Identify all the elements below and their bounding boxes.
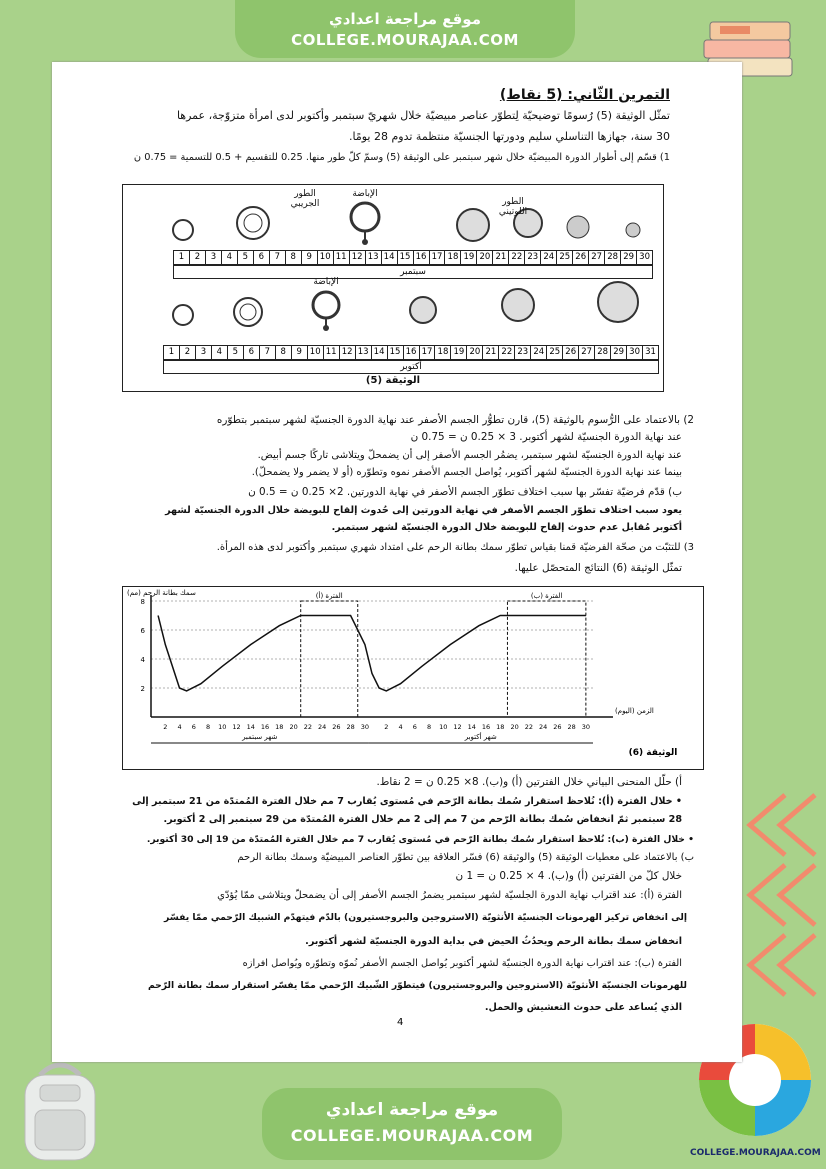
september-day-cell: 13 xyxy=(365,251,381,264)
september-day-cell: 16 xyxy=(413,251,429,264)
october-day-cell: 15 xyxy=(387,346,403,359)
thickness-curve xyxy=(158,616,586,691)
september-days-row xyxy=(173,250,653,265)
september-day-cell: 1 xyxy=(178,252,185,262)
endometrium-thickness-chart xyxy=(123,587,703,769)
chevrons-decoration xyxy=(735,790,820,1020)
q2-line1: 2) بالاعتماد على الرُّسوم بالوثيقة (5)، قارن تطوُّر الجسم الأصفر عند نهاية الدورة الجنسيّة لشهر سبتمبر بتطوّره xyxy=(216,414,694,426)
x-tick-label: 22 xyxy=(524,723,533,731)
logo-url: COLLEGE.MOURAJAA.COM xyxy=(690,1148,821,1158)
september-day-cell: 6 xyxy=(253,251,269,264)
label-luteal-phase: الطور اللوتيني xyxy=(498,197,528,217)
x-tick-label: 18 xyxy=(496,723,505,731)
october-day-cell: 12 xyxy=(339,346,355,359)
october-day-cell: 4 xyxy=(211,346,227,359)
y-tick-label: 4 xyxy=(140,656,145,664)
document-6-caption: الوثيقة (6) xyxy=(628,748,678,758)
september-day-cell: 21 xyxy=(492,251,508,264)
ovarian-follicles-sep-icons xyxy=(123,185,663,255)
october-day-cell: 16 xyxy=(403,346,419,359)
september-day-cell: 23 xyxy=(524,251,540,264)
september-day-cell: 10 xyxy=(317,251,333,264)
september-day-cell: 26 xyxy=(572,251,588,264)
september-day-cell: 18 xyxy=(444,251,460,264)
x-tick-label: 22 xyxy=(303,723,312,731)
site-url-bottom[interactable]: COLLEGE.MOURAJAA.COM xyxy=(290,1126,534,1145)
october-day-cell: 28 xyxy=(594,346,610,359)
q2-line6: يعود سبب اختلاف تطوّر الجسم الأصفر في نهاية الدورتين إلى حُدوث إلقاح للبويضة خلال الدورة الجنسيّة لشهر xyxy=(165,505,682,516)
september-day-cell: 15 xyxy=(397,251,413,264)
october-day-cell: 10 xyxy=(307,346,323,359)
exercise-intro-line2: 30 سنة، جهازها التناسلي سليم ودورتها الجنسيّة منتظمة تدوم 28 يومًا. xyxy=(349,130,670,143)
x-tick-label: 4 xyxy=(398,723,403,731)
x-tick-label: 8 xyxy=(205,723,211,731)
q3-line2: تمثّل الوثيقة (6) النتائج المتحصّل عليها. xyxy=(514,562,682,574)
october-day-cell: 7 xyxy=(259,346,275,359)
answer-a-heading: أ) حلّل المنحنى البياني خلال الفترتين (أ) و(ب). 8× 0.25 ن = 2 نقاط. xyxy=(376,776,682,788)
september-day-cell: 3 xyxy=(205,251,221,264)
october-day-cell: 23 xyxy=(514,346,530,359)
october-day-cell: 1 xyxy=(168,347,175,357)
september-day-cell: 25 xyxy=(556,251,572,264)
q2-line2: عند نهاية الدورة الجنسيّة لشهر أكتوبر. 3 × 0.25 ن = 0.75 ن xyxy=(410,431,682,443)
document-5-figure xyxy=(122,184,664,392)
x-tick-label: 18 xyxy=(275,723,284,731)
x-tick-label: 30 xyxy=(581,723,591,731)
october-day-cell: 9 xyxy=(291,346,307,359)
october-days-row xyxy=(163,345,659,360)
september-day-cell: 8 xyxy=(285,251,301,264)
september-day-cell: 5 xyxy=(237,251,253,264)
october-day-cell: 20 xyxy=(466,346,482,359)
document-page xyxy=(52,62,742,1062)
october-day-cell: 26 xyxy=(562,346,578,359)
october-day-cell: 2 xyxy=(179,346,195,359)
x-tick-label: 24 xyxy=(317,723,327,731)
october-day-cell: 24 xyxy=(530,346,546,359)
x-tick-label: 30 xyxy=(360,723,370,731)
x-tick-label: 24 xyxy=(538,723,548,731)
september-day-cell: 28 xyxy=(604,251,620,264)
october-day-cell: 19 xyxy=(450,346,466,359)
september-day-cell: 9 xyxy=(301,251,317,264)
q2-line7: أكتوبر مُقابل عدم حدوث إلقاح للبويضة خلال الدورة الجنسيّة لشهر سبتمبر. xyxy=(331,522,682,533)
september-day-cell: 2 xyxy=(189,251,205,264)
question-1: 1) قسّم إلى أطوار الدورة المبيضيّة خلال شهر سبتمبر على الوثيقة (5) وسمّ كلّ طور منها. 0.25 للتقسيم + 0.5 للتسمية = 0.75 ن xyxy=(133,152,670,163)
october-day-cell: 22 xyxy=(498,346,514,359)
october-bar xyxy=(163,360,659,374)
september-day-cell: 27 xyxy=(588,251,604,264)
x-tick-label: 16 xyxy=(481,723,491,731)
y-axis-title: سمك بطانة الرحم (مم) xyxy=(127,589,196,597)
october-day-cell: 14 xyxy=(371,346,387,359)
october-day-cell: 13 xyxy=(355,346,371,359)
october-day-cell: 18 xyxy=(434,346,450,359)
x-axis-title: الزمن (اليوم) xyxy=(615,707,654,715)
backpack-icon xyxy=(10,1055,110,1165)
document-5-caption: الوثيقة (5) xyxy=(365,375,421,386)
x-tick-label: 4 xyxy=(177,723,182,731)
october-label: أكتوبر xyxy=(400,362,422,372)
october-day-cell: 31 xyxy=(642,346,658,359)
october-axis-label: شهر أكتوبر xyxy=(464,733,497,741)
september-axis-label: شهر سبتمبر xyxy=(242,733,278,741)
x-tick-label: 20 xyxy=(510,723,519,731)
x-tick-label: 20 xyxy=(289,723,298,731)
site-name: موقع مراجعة اعدادي xyxy=(329,10,481,28)
site-name-bottom: موقع مراجعة اعدادي xyxy=(325,1100,499,1120)
x-tick-label: 14 xyxy=(467,723,476,731)
q2-line5: ب) قدّم فرضيّة تفسّر بها سبب اختلاف تطوّر الجسم الأصفر في نهاية الدورتين. 2× 0.25 ن = 0.5 ن xyxy=(248,486,682,498)
answer-a-line3: 28 سبتمبر ثمّ انخفاض سُمك بطانة الرّحم من 7 مم إلى 2 مم خلال الفترة المُمتدّة من 29 سبتمبر إلى 2 أكتوبر. xyxy=(163,814,682,825)
x-tick-label: 10 xyxy=(218,723,227,731)
label-ovulation-sep: الإباضة xyxy=(352,189,378,199)
october-day-cell: 6 xyxy=(243,346,259,359)
page-number: 4 xyxy=(397,1017,404,1028)
october-day-cell: 17 xyxy=(419,346,435,359)
x-tick-label: 14 xyxy=(246,723,255,731)
september-label: سبتمبر xyxy=(400,267,426,277)
x-tick-label: 8 xyxy=(426,723,432,731)
exercise-intro-line1: تمثّل الوثيقة (5) رُسومًا توضيحيّة لِتطوّر عناصر مبيضيّة خلال شهريّ سبتمبر وأكتوبر لدى امرأة متزوّجة، عمرها xyxy=(176,109,670,122)
x-tick-label: 12 xyxy=(453,723,462,731)
answer-a-line4: • خلال الفترة (ب): نُلاحظ استقرار سُمك بطانة الرّحم في مُستوى يُقارب 7 مم خلال الفترة المُمتدّة من 19 إلى 30 أكتوبر. xyxy=(146,834,694,845)
answer-b-line2: خلال كلّ من الفترتين (أ) و(ب). 4 × 0.25 ن = 1 ن xyxy=(455,870,682,882)
september-day-cell: 24 xyxy=(540,251,556,264)
september-day-cell: 22 xyxy=(508,251,524,264)
x-tick-label: 10 xyxy=(439,723,448,731)
answer-a-line2: • خلال الفترة (أ): نُلاحظ استقرار سُمك بطانة الرّحم في مُستوى يُقارب 7 مم خلال الفترة المُمتدّة من 21 سبتمبر إلى xyxy=(132,796,682,807)
september-day-cell: 14 xyxy=(381,251,397,264)
october-day-cell: 27 xyxy=(578,346,594,359)
bottom-banner xyxy=(262,1088,562,1160)
document-6-chart xyxy=(122,586,704,770)
september-day-cell: 11 xyxy=(333,251,349,264)
october-day-cell: 29 xyxy=(610,346,626,359)
answer-b-line6: الفترة (ب): عند اقتراب نهاية الدورة الجنسيّة لشهر أكتوبر يُواصل الجسم الأصفر نُموّه وتطوّره ويُواصل افرازه xyxy=(242,958,682,969)
x-tick-label: 26 xyxy=(553,723,562,731)
september-day-cell: 7 xyxy=(269,251,285,264)
october-day-cell: 25 xyxy=(546,346,562,359)
answer-b-heading: ب) بالاعتماد على معطيات الوثيقة (5) والوثيقة (6) فسّر العلاقة بين تطوّر العناصر المبيضيّة وسمك بطانة الرحم xyxy=(237,852,694,863)
label-follicular-phase: الطور الجريبي xyxy=(290,189,320,209)
q2-line4: بينما عند نهاية الدورة الجنسيّة لشهر أكتوبر، يُواصل الجسم الأصفر نموه وتطوّره (أو لا يضمر ولا يضمحلّ). xyxy=(251,467,682,478)
y-tick-label: 8 xyxy=(140,598,145,606)
october-day-cell: 3 xyxy=(195,346,211,359)
site-url[interactable]: COLLEGE.MOURAJAA.COM xyxy=(291,31,519,49)
x-tick-label: 2 xyxy=(163,723,168,731)
september-day-cell: 17 xyxy=(429,251,445,264)
q3-line1: 3) للتثبّت من صحّة الفرضيّة قمنا بقياس تطوّر سمك بطانة الرحم على امتداد شهري سبتمبر وأكتوبر لدى هذه المرأة. xyxy=(216,542,694,553)
september-day-cell: 20 xyxy=(476,251,492,264)
period-a-label: الفترة (أ) xyxy=(315,592,343,600)
september-day-cell: 30 xyxy=(636,251,652,264)
y-tick-label: 6 xyxy=(140,627,145,635)
october-day-cell: 30 xyxy=(626,346,642,359)
september-day-cell: 4 xyxy=(221,251,237,264)
x-tick-label: 12 xyxy=(232,723,241,731)
period-a-box xyxy=(301,601,358,717)
september-day-cell: 12 xyxy=(349,251,365,264)
answer-b-line7: للهرمونات الجنسيّة الأنثويّة (الاستروجين والبروجستيرون) فيتطوّر الشّبيك الرّحمي ممّا يفسّر استقرار سمك بطانة الرّحم xyxy=(147,980,687,991)
answer-b-line8: الذي يُساعد على حدوث التعشيش والحمل. xyxy=(484,1002,682,1013)
answer-b-line4: إلى انخفاض تركيز الهرمونات الجنسيّة الأنثويّة (الاستروجين والبروجستيرون) بالدّم فيتهدّم الشبيك الرّحمي ممّا يفسّر xyxy=(164,912,687,923)
october-day-cell: 11 xyxy=(323,346,339,359)
x-tick-label: 28 xyxy=(346,723,355,731)
exercise-title: التمرين الثّاني: (5 نقاط) xyxy=(499,87,670,103)
period-b-label: الفترة (ب) xyxy=(530,592,563,600)
x-tick-label: 2 xyxy=(384,723,389,731)
september-day-cell: 29 xyxy=(620,251,636,264)
answer-b-line5: انخفاض سمك بطانة الرحم ويحدُثُ الحيض في بداية الدورة الجنسيّة لشهر أكتوبر. xyxy=(305,936,682,947)
label-ovulation-oct: الإباضة xyxy=(313,277,339,287)
september-day-cell: 19 xyxy=(460,251,476,264)
y-tick-label: 2 xyxy=(140,685,145,693)
x-tick-label: 6 xyxy=(191,723,196,731)
september-bar xyxy=(173,265,653,279)
x-tick-label: 28 xyxy=(567,723,576,731)
answer-b-line3: الفترة (أ): عند اقتراب نهاية الدورة الجلسيّة لشهر سبتمبر يضمرُ الجسم الأصفر إلى أن يضمحلّ ويتلاشى ممّا يُؤدّي xyxy=(217,890,682,901)
october-day-cell: 8 xyxy=(275,346,291,359)
q2-line3: عند نهاية الدورة الجنسيّة لشهر سبتمبر، يضمُر الجسم الأصفر إلى أن يضمحلّ ويتلاشى تاركًا جسم أبيض. xyxy=(257,450,682,461)
x-tick-label: 26 xyxy=(332,723,341,731)
october-day-cell: 5 xyxy=(227,346,243,359)
october-day-cell: 21 xyxy=(482,346,498,359)
x-tick-label: 16 xyxy=(260,723,270,731)
x-tick-label: 6 xyxy=(412,723,417,731)
top-banner xyxy=(235,0,575,58)
